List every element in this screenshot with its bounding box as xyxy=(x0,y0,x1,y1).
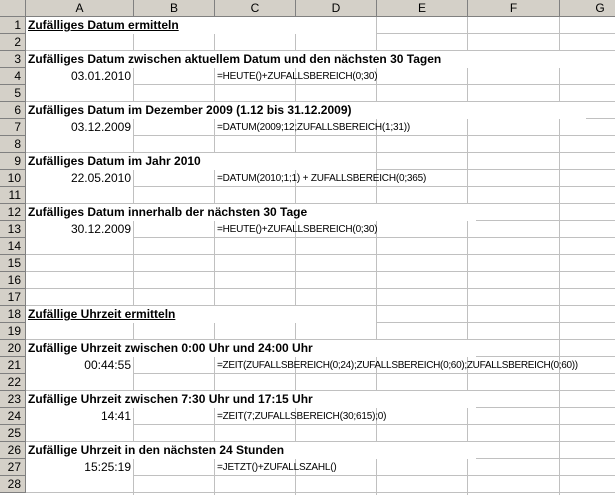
row-header-20[interactable]: 20 xyxy=(0,340,26,357)
value-cell-a21[interactable]: 00:44:55 xyxy=(26,357,133,374)
row-header-23[interactable]: 23 xyxy=(0,391,26,408)
row-header-17[interactable]: 17 xyxy=(0,289,26,306)
gridline xyxy=(26,288,615,289)
heading-uhrzeit-24-stunden[interactable]: Zufällige Uhrzeit in den nächsten 24 Stunden xyxy=(26,442,476,459)
row-header-5[interactable]: 5 xyxy=(0,85,26,102)
column-header-g[interactable]: G xyxy=(560,0,615,17)
column-header-f[interactable]: F xyxy=(468,0,560,17)
row-header-25[interactable]: 25 xyxy=(0,425,26,442)
cell-grid[interactable] xyxy=(26,17,615,495)
value-cell-a13[interactable]: 30.12.2009 xyxy=(26,221,133,238)
value-cell-a7[interactable]: 03.12.2009 xyxy=(26,119,133,136)
row-header-11[interactable]: 11 xyxy=(0,187,26,204)
section-title-datum[interactable]: Zufälliges Datum ermitteln xyxy=(26,17,376,34)
gridline xyxy=(26,492,615,493)
gridline xyxy=(26,271,615,272)
formula-cell-c13[interactable]: =HEUTE()+ZUFALLSBEREICH(0;30) xyxy=(217,224,378,235)
row-header-16[interactable]: 16 xyxy=(0,272,26,289)
row-header-22[interactable]: 22 xyxy=(0,374,26,391)
row-header-10[interactable]: 10 xyxy=(0,170,26,187)
section-title-uhrzeit[interactable]: Zufällige Uhrzeit ermitteln xyxy=(26,306,376,323)
column-header-d[interactable]: D xyxy=(296,0,377,17)
heading-datum-dezember-2009[interactable]: Zufälliges Datum im Dezember 2009 (1.12 bis 31.12.2009) xyxy=(26,102,586,119)
formula-cell-c27[interactable]: =JETZT()+ZUFALLSZAHL() xyxy=(217,462,337,473)
gridline xyxy=(26,254,615,255)
row-header-18[interactable]: 18 xyxy=(0,306,26,323)
heading-datum-innerhalb-30-tage[interactable]: Zufälliges Datum innerhalb der nächsten 30 Tage xyxy=(26,204,476,221)
row-header-27[interactable]: 27 xyxy=(0,459,26,476)
column-header-b[interactable]: B xyxy=(134,0,215,17)
row-header-8[interactable]: 8 xyxy=(0,136,26,153)
value-cell-a24[interactable]: 14:41 xyxy=(26,408,133,425)
row-header-13[interactable]: 13 xyxy=(0,221,26,238)
formula-cell-c7[interactable]: =DATUM(2009;12;ZUFALLSBEREICH(1;31)) xyxy=(217,122,410,133)
value-cell-a4[interactable]: 03.01.2010 xyxy=(26,68,133,85)
row-header-2[interactable]: 2 xyxy=(0,34,26,51)
column-header-c[interactable]: C xyxy=(215,0,296,17)
row-header-19[interactable]: 19 xyxy=(0,323,26,340)
heading-uhrzeit-0-24[interactable]: Zufällige Uhrzeit zwischen 0:00 Uhr und 24:00 Uhr xyxy=(26,340,476,357)
row-header-28[interactable]: 28 xyxy=(0,476,26,493)
row-header-24[interactable]: 24 xyxy=(0,408,26,425)
row-header-21[interactable]: 21 xyxy=(0,357,26,374)
row-header-7[interactable]: 7 xyxy=(0,119,26,136)
row-header-15[interactable]: 15 xyxy=(0,255,26,272)
column-headers xyxy=(26,0,615,17)
row-header-6[interactable]: 6 xyxy=(0,102,26,119)
formula-cell-c21[interactable]: =ZEIT(ZUFALLSBEREICH(0;24);ZUFALLSBEREICH(0;60);ZUFALLSBEREICH(0;60)) xyxy=(217,360,578,371)
select-all-corner[interactable] xyxy=(0,0,26,17)
value-cell-a27[interactable]: 15:25:19 xyxy=(26,459,133,476)
row-header-1[interactable]: 1 xyxy=(0,17,26,34)
heading-datum-jahr-2010[interactable]: Zufälliges Datum im Jahr 2010 xyxy=(26,153,376,170)
row-header-4[interactable]: 4 xyxy=(0,68,26,85)
formula-cell-c4[interactable]: =HEUTE()+ZUFALLSBEREICH(0;30) xyxy=(217,71,378,82)
row-header-14[interactable]: 14 xyxy=(0,238,26,255)
heading-uhrzeit-730-1715[interactable]: Zufällige Uhrzeit zwischen 7:30 Uhr und 17:15 Uhr xyxy=(26,391,476,408)
formula-cell-c24[interactable]: =ZEIT(7;ZUFALLSBEREICH(30;615);0) xyxy=(217,411,387,422)
column-header-a[interactable]: A xyxy=(26,0,134,17)
row-header-9[interactable]: 9 xyxy=(0,153,26,170)
row-header-12[interactable]: 12 xyxy=(0,204,26,221)
row-header-3[interactable]: 3 xyxy=(0,51,26,68)
row-header-26[interactable]: 26 xyxy=(0,442,26,459)
column-header-e[interactable]: E xyxy=(377,0,468,17)
formula-cell-c10[interactable]: =DATUM(2010;1;1) + ZUFALLSBEREICH(0;365) xyxy=(217,173,427,184)
heading-datum-naechste-30-tage[interactable]: Zufälliges Datum zwischen aktuellem Datum und den nächsten 30 Tagen xyxy=(26,51,615,68)
value-cell-a10[interactable]: 22.05.2010 xyxy=(26,170,133,187)
